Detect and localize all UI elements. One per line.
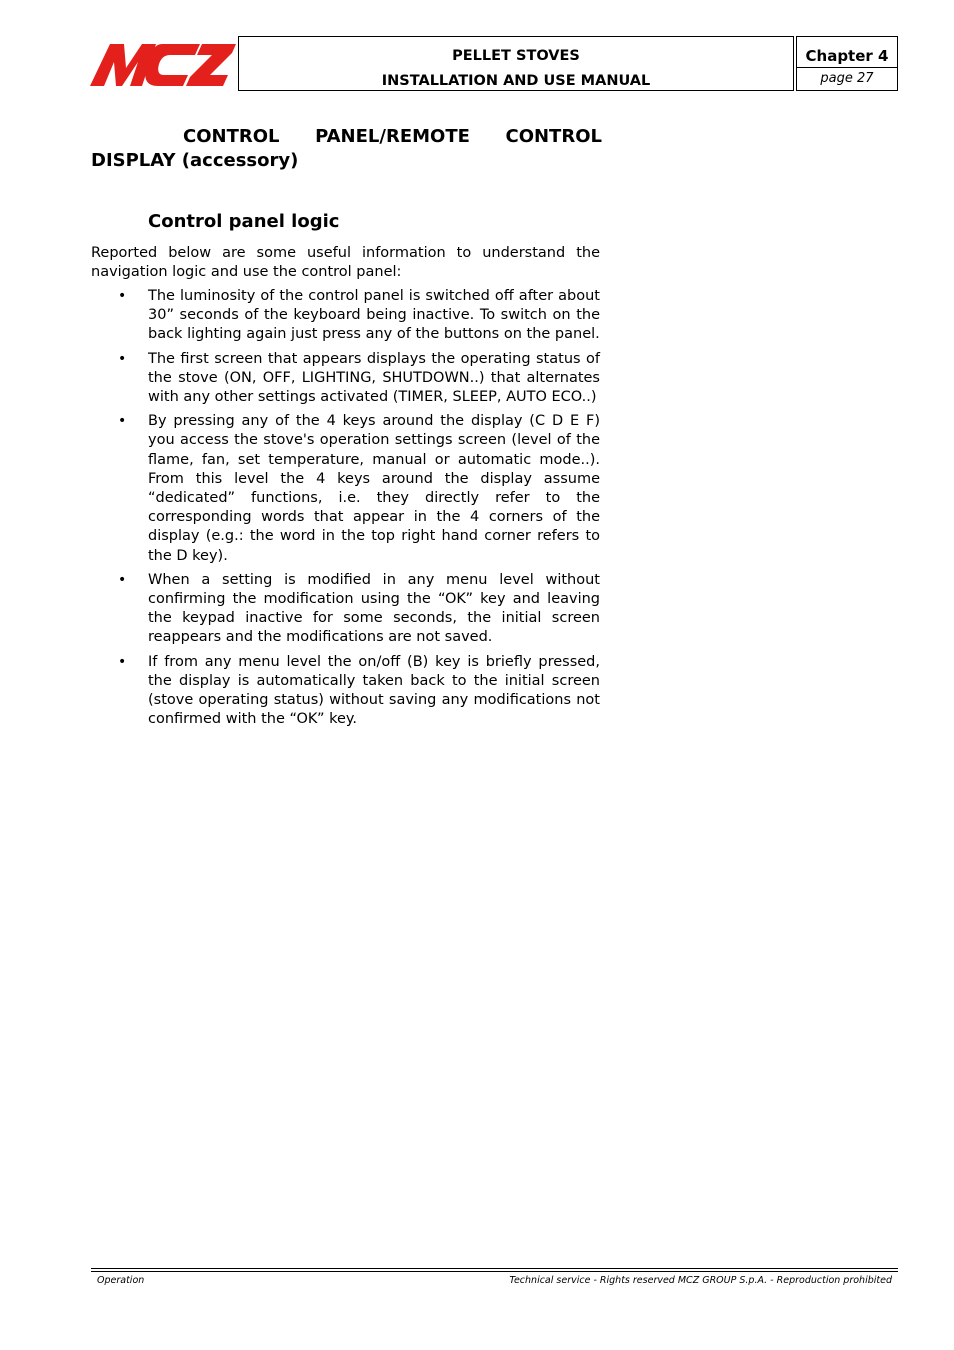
list-item-text: If from any menu level the on/off (B) key is briefly pressed, the display is automatically taken back to the initial screen (stove operating status) without saving any modifications not confirmed with the “OK” key. xyxy=(148,653,600,728)
section-title-word: PANEL/REMOTE xyxy=(315,126,470,147)
list-item-text: The luminosity of the control panel is switched off after about 30” seconds of the keyboard being inactive. To switch on the back lighting again just press any of the buttons on the panel. xyxy=(148,288,600,343)
intro-paragraph: Reported below are some useful information to understand the navigation logic and use the control panel: xyxy=(91,245,600,281)
footer-rule-bottom xyxy=(91,1271,898,1272)
subsection-title: Control panel logic xyxy=(148,211,340,232)
section-title xyxy=(91,125,602,173)
mcz-logo xyxy=(90,42,236,86)
bullet-icon: • xyxy=(118,350,127,367)
section-title-line2: DISPLAY (accessory) xyxy=(91,150,299,171)
section-title-word: CONTROL xyxy=(505,126,602,147)
list-item-text: The first screen that appears displays the operating status of the stove (ON, OFF, LIGHTING, SHUTDOWN..) that alternates with any other settings activated (TIMER, SLEEP, AUTO ECO..) xyxy=(148,350,600,406)
list-item xyxy=(91,350,600,408)
bullet-icon: • xyxy=(118,288,127,304)
section-title-line1 xyxy=(91,125,602,149)
list-item xyxy=(91,571,600,648)
bullet-icon: • xyxy=(118,571,127,588)
mcz-logo-mark xyxy=(90,44,236,86)
page-number: page 27 xyxy=(820,71,874,86)
header-title-line2: INSTALLATION AND USE MANUAL xyxy=(381,73,651,89)
footer-left-text: Operation xyxy=(97,1275,145,1286)
footer-right-text: Technical service - Rights reserved MCZ GROUP S.p.A. - Reproduction prohibited xyxy=(509,1275,892,1286)
bullet-icon: • xyxy=(118,653,127,670)
list-item-text: When a setting is modified in any menu level without confirming the modification using the “OK” key and leaving the keypad inactive for some seconds, the initial screen reappears and the modifications are not saved. xyxy=(148,571,600,646)
list-item-text: By pressing any of the 4 keys around the display (C D E F) you access the stove's operation settings screen (level of the flame, fan, set temperature, manual or automatic mode..). From this level the 4 keys around the display assume “dedicated” functions, i.e. they directly refer to the corresponding words that appear in the 4 corners of the display (e.g.: the word in the top right hand corner refers to the D key). xyxy=(148,413,600,564)
section-title-word: CONTROL xyxy=(183,126,280,147)
bullet-list xyxy=(91,287,600,734)
footer-rule-top xyxy=(91,1268,898,1269)
list-item xyxy=(91,653,600,730)
list-item xyxy=(91,287,600,345)
header-title-box xyxy=(238,36,794,91)
header-title-line1: PELLET STOVES xyxy=(452,48,580,64)
header-chapter-box xyxy=(796,36,898,91)
chapter-label: Chapter 4 xyxy=(797,37,897,68)
bullet-icon: • xyxy=(118,413,127,430)
list-item xyxy=(91,412,600,566)
